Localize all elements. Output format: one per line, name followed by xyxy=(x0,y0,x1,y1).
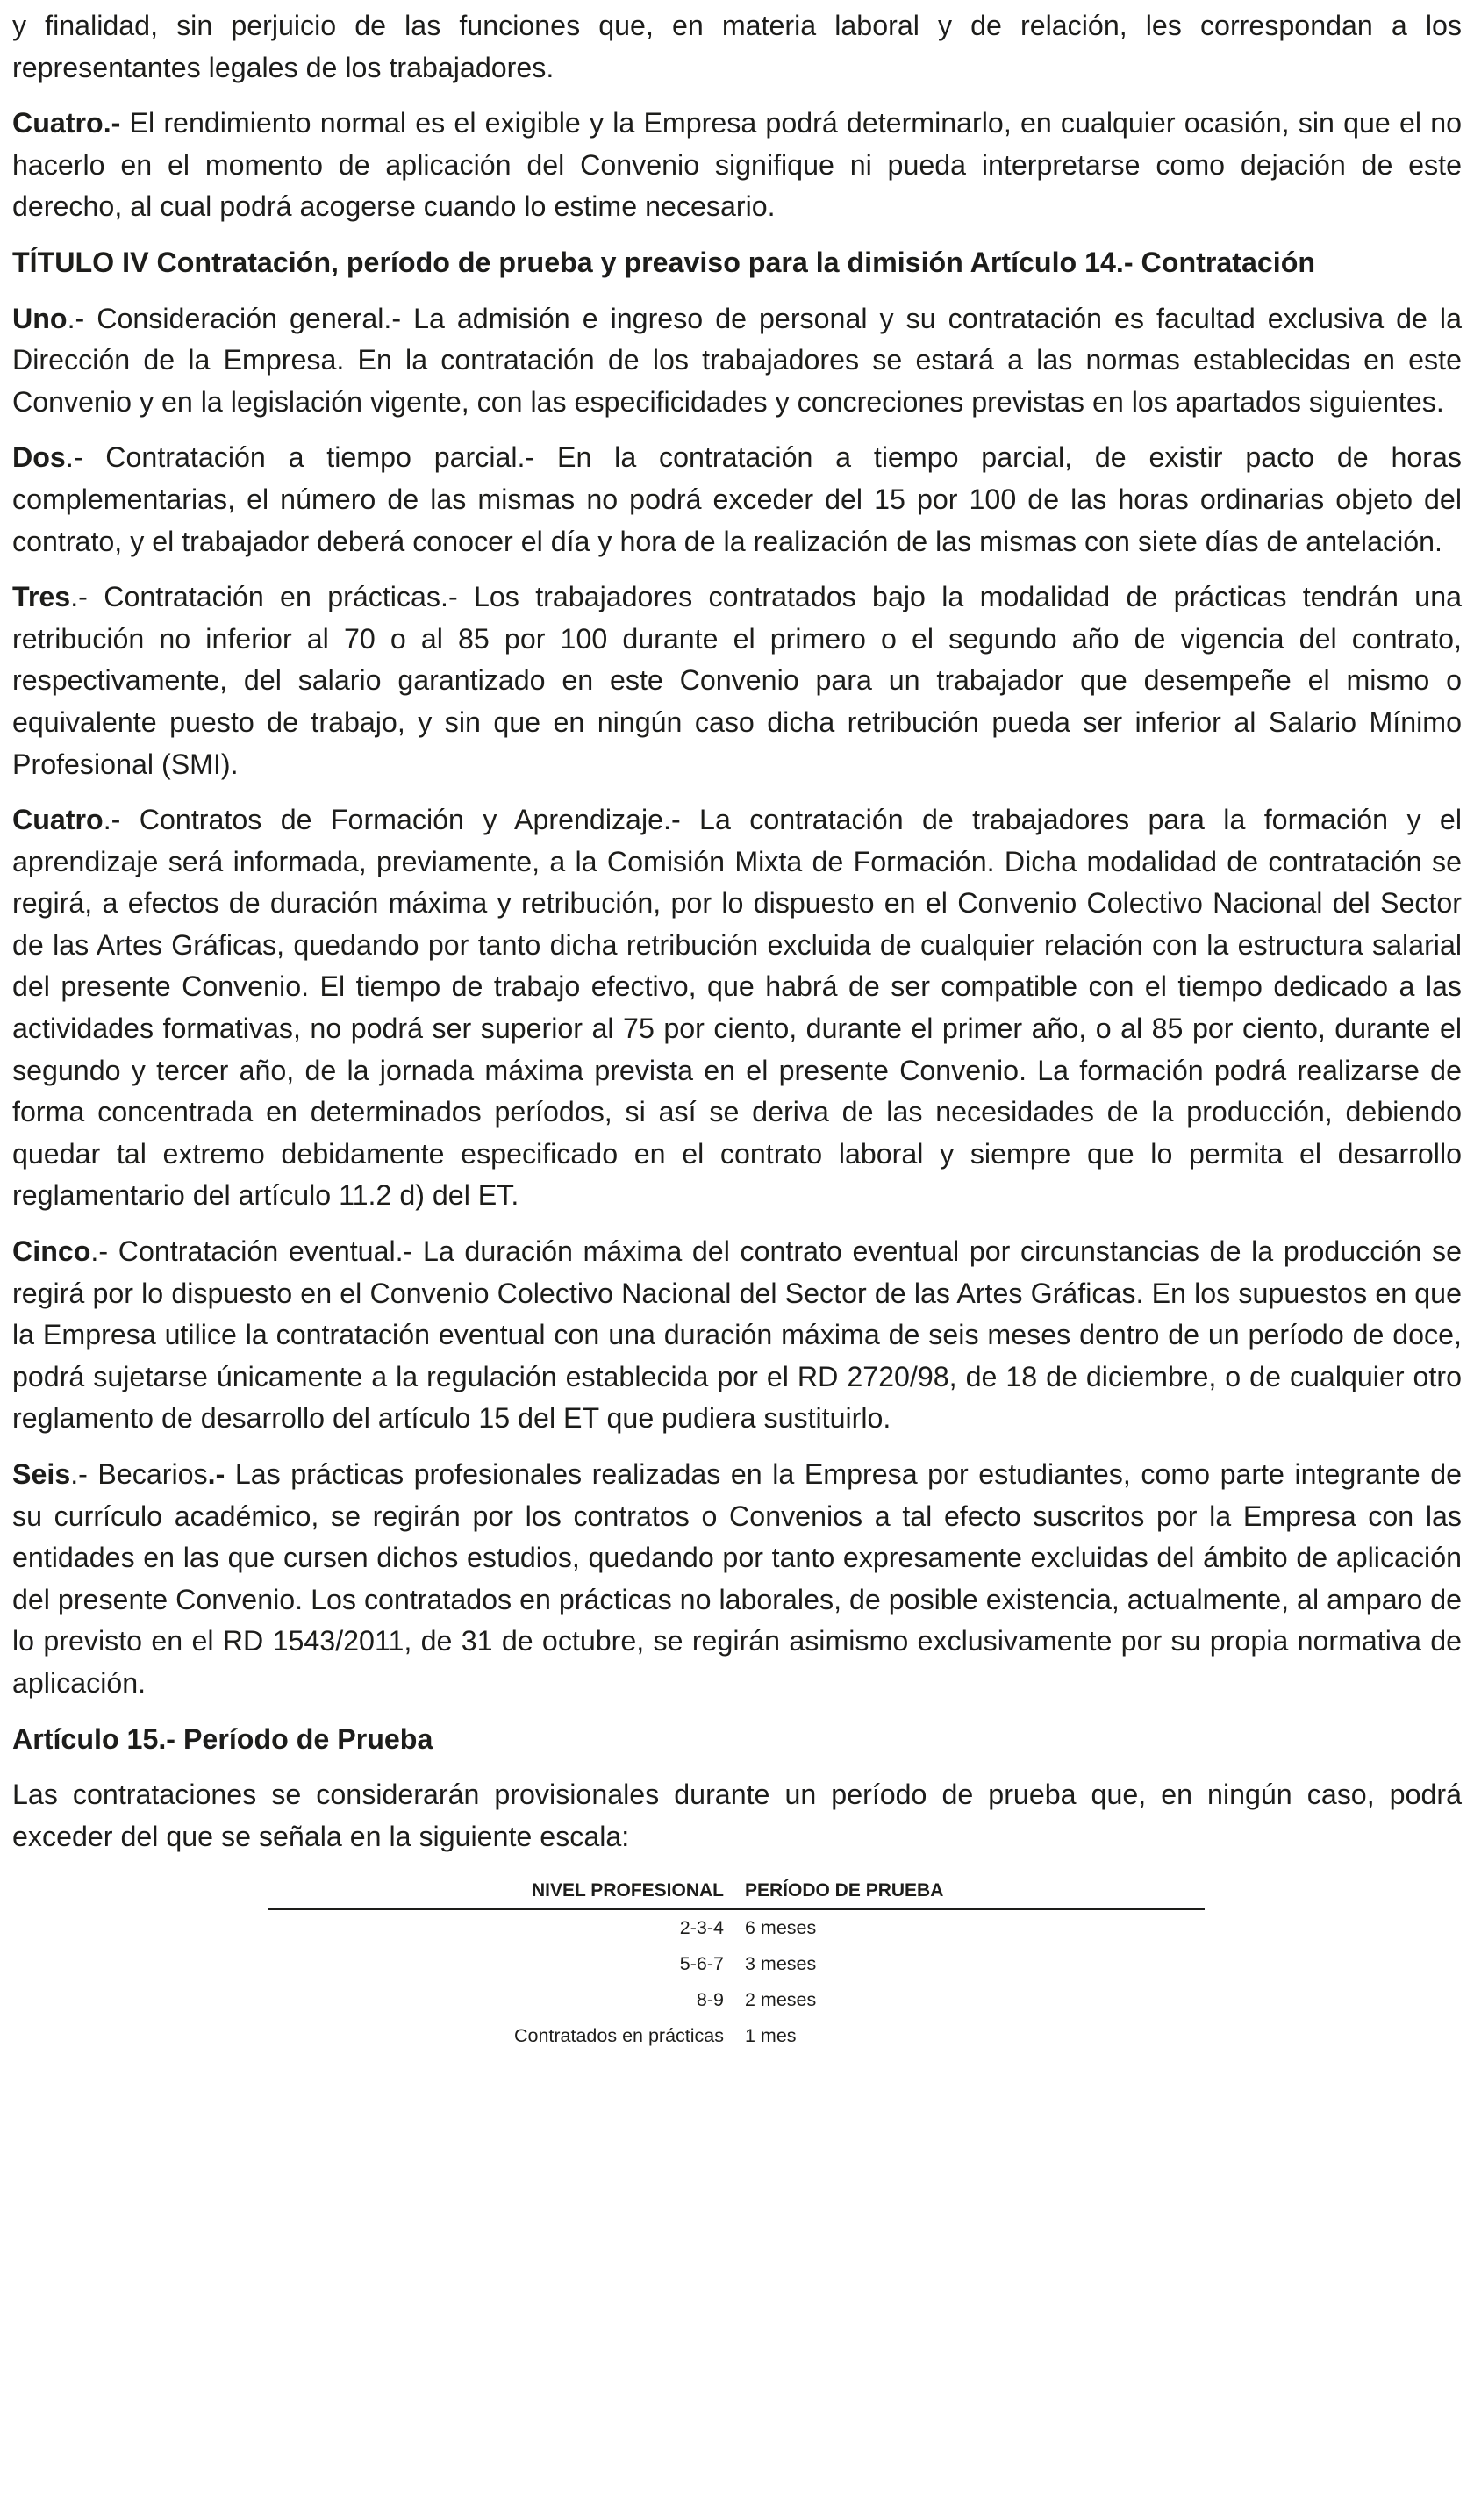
paragraph-lead: Tres xyxy=(12,581,71,613)
paragraph-seis xyxy=(12,1454,1462,1705)
table-row xyxy=(268,1946,1205,1982)
table-cell-periodo: 6 meses xyxy=(745,1917,817,1939)
paragraph-tres xyxy=(12,576,1462,785)
table-cell-nivel: 2-3-4 xyxy=(679,1917,724,1939)
paragraph-lead: Uno xyxy=(12,302,68,334)
table-row xyxy=(268,2018,1205,2054)
paragraph-subtitle: .- Becarios xyxy=(70,1458,208,1490)
table-row xyxy=(268,1982,1205,2018)
paragraph-text: y finalidad, sin perjuicio de las funciones que, en materia laboral y de relación, les correspondan a los representantes legales de los trabajadores. xyxy=(12,10,1462,83)
table-cell-nivel: 8-9 xyxy=(696,1989,724,2011)
paragraph-lead: Cuatro xyxy=(12,804,104,836)
table-header-row xyxy=(268,1872,1205,1909)
probation-table xyxy=(268,1872,1205,2054)
paragraph-lead: Cinco xyxy=(12,1235,91,1268)
paragraph-lead-suffix: .- xyxy=(207,1458,225,1490)
paragraph-text: Las contrataciones se considerarán provisionales durante un período de prueba que, en ningún caso, podrá exceder del que se señala en la siguiente escala: xyxy=(12,1779,1462,1852)
table-row xyxy=(268,1909,1205,1946)
paragraph-cinco xyxy=(12,1231,1462,1440)
paragraph-cuatro-rendimiento xyxy=(12,103,1462,228)
table-cell-periodo: 1 mes xyxy=(745,2025,797,2047)
paragraph-text: .- Contratos de Formación y Aprendizaje.- La contratación de trabajadores para la formación y el aprendizaje será informada, previamente, a la Comisión Mixta de Formación. Dicha modalidad de contratación se regirá, a efectos de duración máxima y retribución, por lo dispuesto en el Convenio Colectivo Nacional del Sector de las Artes Gráficas, quedando por tanto dicha retribución excluida de cualquier relación con la estructura salarial del presente Convenio. El tiempo de trabajo efectivo, que habrá de ser compatible con el tiempo dedicado a las actividades formativas, no podrá ser superior al 75 por ciento, durante el primer año, o al 85 por ciento, durante el segundo y tercer año, de la jornada máxima prevista en el presente Convenio. La formación podrá realizarse de forma concentrada en determinados períodos, si así se deriva de las necesidades de la producción, debiendo quedar tal extremo debidamente especificado en el contrato laboral y siempre que lo permita el desarrollo reglamentario del artículo 11.2 d) del ET. xyxy=(12,804,1462,1212)
column-header-periodo: PERÍODO DE PRUEBA xyxy=(745,1872,1205,1909)
paragraph-continuation xyxy=(12,5,1462,89)
paragraph-text: .- Consideración general.- La admisión e ingreso de personal y su contratación es facultad exclusiva de la Dirección de la Empresa. En la contratación de los trabajadores se estará a las normas establecidas en este Convenio y en la legislación vigente, con las especificidades y concreciones previstas en los apartados siguientes. xyxy=(12,302,1462,418)
section-heading-titulo-iv: TÍTULO IV Contratación, período de prueba y preaviso para la dimisión Artículo 14.- Contratación xyxy=(12,246,1316,278)
article-15-title: Artículo 15.- Período de Prueba xyxy=(12,1722,433,1755)
document-page xyxy=(12,0,1462,2054)
column-header-nivel: NIVEL PROFESIONAL xyxy=(268,1872,745,1909)
paragraph-uno xyxy=(12,298,1462,424)
table-cell-nivel: Contratados en prácticas xyxy=(513,2025,724,2047)
paragraph-dos xyxy=(12,437,1462,562)
paragraph-text: Las prácticas profesionales realizadas en la Empresa por estudiantes, como parte integrante de su currículo académico, se regirán por los contratos o Convenios a tal efecto suscritos por la Empresa con las entidades en las que cursen dichos estudios, quedando por tanto expresamente excluidas del ámbito de aplicación del presente Convenio. Los contratados en prácticas no laborales, de posible existencia, actualmente, al amparo de lo previsto en el RD 1543/2011, de 31 de octubre, se regirán asimismo exclusivamente por su propia normativa de aplicación. xyxy=(12,1458,1462,1699)
paragraph-periodo-prueba xyxy=(12,1774,1462,1858)
table-cell-periodo: 2 meses xyxy=(745,1989,817,2011)
paragraph-lead: Dos xyxy=(12,441,66,474)
paragraph-text: .- Contratación a tiempo parcial.- En la contratación a tiempo parcial, de existir pacto de horas complementarias, el número de las mismas no podrá exceder del 15 por 100 de las horas ordinarias objeto del contrato, y el trabajador deberá conocer el día y hora de la realización de las mismas con siete días de antelación. xyxy=(12,441,1462,557)
paragraph-text: El rendimiento normal es el exigible y la Empresa podrá determinarlo, en cualquier ocasión, sin que el no hacerlo en el momento de aplicación del Convenio signifique ni pueda interpretarse como dejación de este derecho, al cual podrá acogerse cuando lo estime necesario. xyxy=(12,107,1462,223)
paragraph-lead: Seis xyxy=(12,1458,71,1490)
paragraph-text: .- Contratación en prácticas.- Los trabajadores contratados bajo la modalidad de prácticas tendrán una retribución no inferior al 70 o al 85 por 100 durante el primero o el segundo año de vigencia del contrato, respectivamente, del salario garantizado en este Convenio para un trabajador que desempeñe el mismo o equivalente puesto de trabajo, y sin que en ningún caso dicha retribución pueda ser inferior al Salario Mínimo Profesional (SMI). xyxy=(12,581,1462,780)
table-cell-nivel: 5-6-7 xyxy=(679,1953,724,1975)
table-cell-periodo: 3 meses xyxy=(745,1953,817,1975)
probation-table-wrapper xyxy=(12,1872,1462,2054)
paragraph-lead: Cuatro.- xyxy=(12,107,121,140)
paragraph-text: .- Contratación eventual.- La duración máxima del contrato eventual por circunstancias de la producción se regirá por lo dispuesto en el Convenio Colectivo Nacional del Sector de las Artes Gráficas. En los supuestos en que la Empresa utilice la contratación eventual con una duración máxima de seis meses dentro de un período de doce, podrá sujetarse únicamente a la regulación establecida por el RD 2720/98, de 18 de diciembre, o de cualquier otro reglamento de desarrollo del artículo 15 del ET que pudiera sustituirlo. xyxy=(12,1235,1462,1435)
paragraph-cuatro-formacion xyxy=(12,799,1462,1217)
